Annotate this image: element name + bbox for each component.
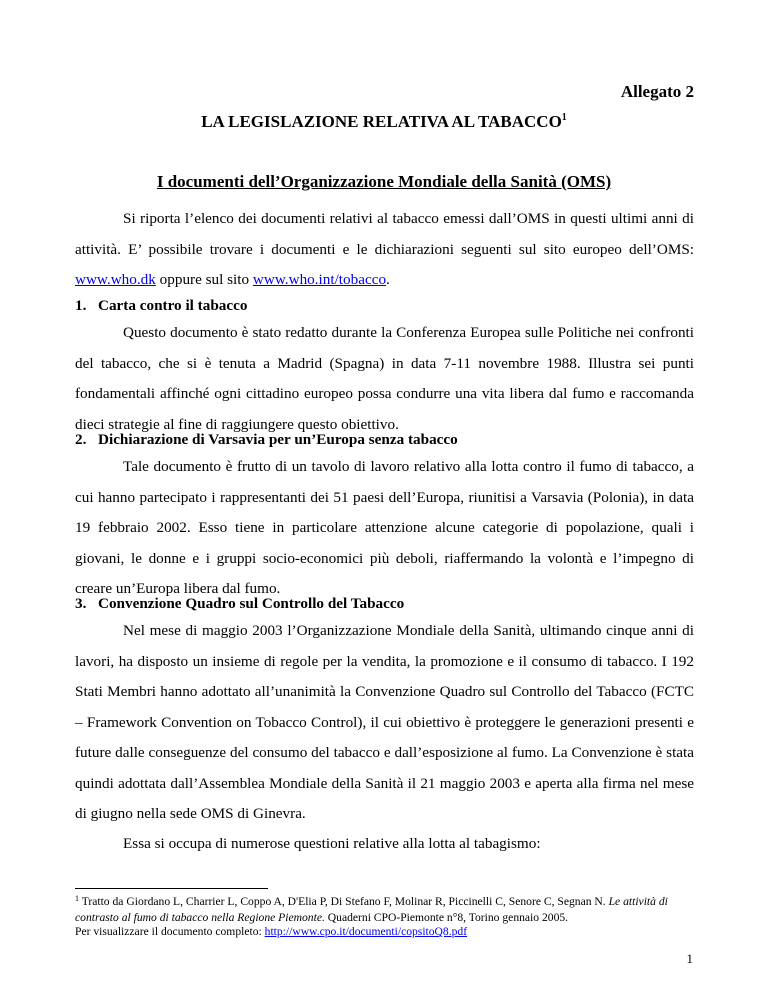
who-dk-link[interactable]: www.who.dk xyxy=(75,271,156,288)
section-number: 1. xyxy=(75,297,87,314)
page-title-text: LA LEGISLAZIONE RELATIVA AL TABACCO xyxy=(201,112,562,131)
annex-label: Allegato 2 xyxy=(620,82,694,101)
who-int-link[interactable]: www.who.int/tobacco xyxy=(252,271,387,288)
section-3-heading xyxy=(75,595,404,613)
section-2-heading xyxy=(75,431,458,449)
section-number: 3. xyxy=(75,595,87,612)
footnote-text-after: Quaderni CPO-Piemonte n°8, Torino gennaio 2005. xyxy=(324,910,569,924)
footnote-link[interactable]: http://www.cpo.it/documenti/copsitoQ8.pdf xyxy=(264,925,468,938)
footnote-divider xyxy=(75,888,268,889)
footnote-text: Tratto da Giordano L, Charrier L, Coppo A, D'Elia P, Di Stefano F, Molinar R, Piccinelli C, Senore C, Segnan N. xyxy=(79,895,609,908)
section-number: 2. xyxy=(75,431,87,448)
section-heading-text: Dichiarazione di Varsavia per un’Europa senza tabacco xyxy=(98,431,458,448)
section-3-paragraph-2: Essa si occupa di numerose questioni relative alla lotta al tabagismo: xyxy=(123,835,541,852)
section-heading-text: Convenzione Quadro sul Controllo del Tabacco xyxy=(98,595,405,612)
page-number: 1 xyxy=(686,951,693,966)
footnote-italic-title: Le attività di contrasto al fumo di tabacco nella Regione Piemonte. xyxy=(75,895,668,924)
intro-paragraph xyxy=(75,204,694,296)
section-heading-text: Carta contro il tabacco xyxy=(98,297,248,314)
section-1-heading xyxy=(75,297,247,315)
section-1-paragraph: Questo documento è stato redatto durante la Conferenza Europea sulle Politiche nei confronti del tabacco, che si è tenuta a Madrid (Spagna) in data 7-11 novembre 1988. Illustra sei punti fondamentali affinché ogni cittadino europeo possa condurre una vita libera dal fumo e raccomanda dieci strategie al fine di raggiungere questo obiettivo. xyxy=(75,324,694,433)
footnote xyxy=(75,895,700,940)
footnote-marker: 1 xyxy=(75,894,79,903)
page-title xyxy=(0,112,768,132)
section-subtitle: I documenti dell’Organizzazione Mondiale della Sanità (OMS) xyxy=(156,172,612,191)
section-3-paragraph: Nel mese di maggio 2003 l’Organizzazione Mondiale della Sanità, ultimando cinque anni di lavori, ha disposto un insieme di regole per la vendita, la promozione e il consumo di tabacco. I 192 Stati Membri hanno adottato all’unanimità la Convenzione Quadro sul Controllo del Tabacco (FCTC – Framework Convention on Tobacco Control), il cui obiettivo è proteggere le generazioni presenti e future dalle conseguenze del consumo del tabacco e dall’esposizione al fumo. La Convenzione è stata quindi adottata dall’Assemblea Mondiale della Sanità il 21 maggio 2003 e aperta alla firma nel mese di giugno nella sede OMS di Ginevra. xyxy=(75,622,694,822)
footnote-line-2: Per visualizzare il documento completo: xyxy=(75,925,265,938)
intro-end: . xyxy=(386,271,390,288)
footnote-ref[interactable]: 1 xyxy=(561,112,567,123)
intro-text: Si riporta l’elenco dei documenti relativi al tabacco emessi dall’OMS in questi ultimi anni di attività. E’ possibile trovare i documenti e le dichiarazioni seguenti sul sito europeo dell’OMS: xyxy=(75,210,694,258)
section-2-paragraph: Tale documento è frutto di un tavolo di lavoro relativo alla lotta contro il fumo di tabacco, a cui hanno partecipato i rappresentanti dei 51 paesi dell’Europa, riunitisi a Varsavia (Polonia), in data 19 febbraio 2002. Esso tiene in particolare attenzione alcune categorie di popolazione, quali i giovani, le donne e i gruppi socio-economici più deboli, riaffermando la volontà e l’impegno di creare un’Europa libera dal fumo. xyxy=(75,458,694,597)
intro-middle: oppure sul sito xyxy=(155,271,253,288)
